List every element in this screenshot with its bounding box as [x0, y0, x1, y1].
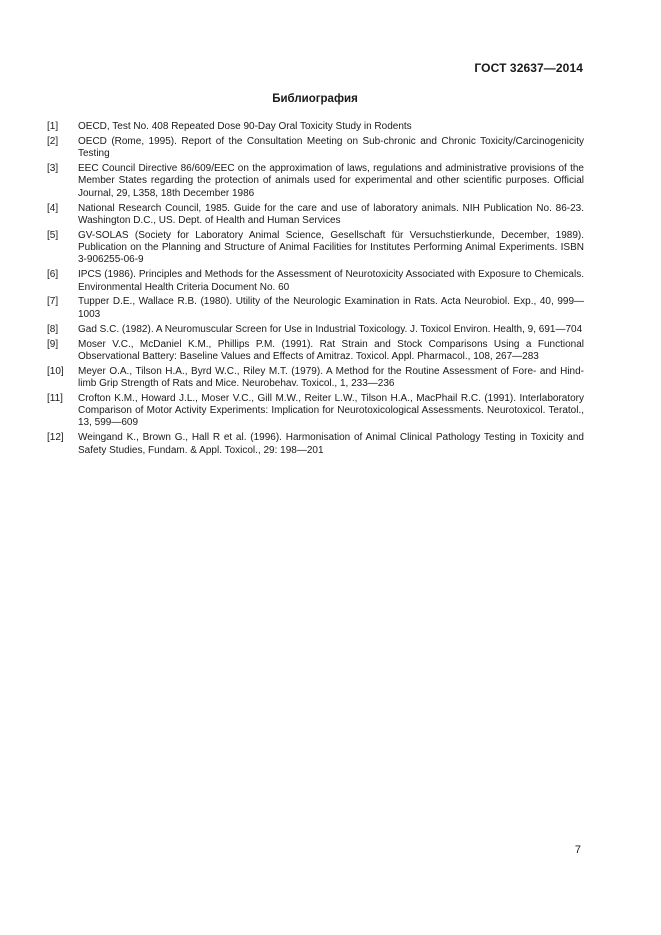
reference-number: [5]	[47, 229, 59, 241]
bibliography-title: Библиография	[272, 93, 358, 105]
reference-item	[47, 269, 584, 294]
reference-number: [6]	[47, 269, 59, 281]
reference-text: Gad S.C. (1982). A Neuromuscular Screen for Use in Industrial Toxicology. J. Toxicol Environ. Health, 9, 691—704	[78, 323, 583, 335]
reference-item	[47, 136, 584, 161]
reference-number: [8]	[47, 323, 59, 335]
reference-item	[47, 121, 584, 133]
reference-text: Moser V.C., McDaniel K.M., Phillips P.M. (1991). Rat Strain and Stock Comparisons Using a Functional Observational Battery: Baseline Values and Effects of Amitraz. Toxicol. Appl. Pharmacol., 108, 267—283	[78, 338, 584, 362]
reference-text: Tupper D.E., Wallace R.B. (1980). Utility of the Neurologic Examination in Rats. Acta Neurobiol. Exp., 40, 999—1003	[78, 296, 584, 320]
reference-item	[47, 296, 584, 321]
reference-item	[47, 393, 584, 430]
reference-item	[47, 339, 584, 364]
reference-number: [7]	[47, 296, 59, 308]
reference-text: Meyer O.A., Tilson H.A., Byrd W.C., Riley M.T. (1979). A Method for the Routine Assessment of Fore- and Hind-limb Grip Strength of Rats and Mice. Neurobehav. Toxicol., 1, 233—236	[78, 365, 584, 389]
reference-text: Crofton K.M., Howard J.L., Moser V.C., Gill M.W., Reiter L.W., Tilson H.A., MacPhail R.C. (1991). Interlaboratory Comparison of Motor Activity Experiments: Implication for Neurotoxicological Assessments. Neurotoxicol. Teratol., 13, 599—609	[78, 392, 584, 429]
reference-item	[47, 366, 584, 391]
reference-number: [12]	[47, 432, 64, 444]
reference-item	[47, 324, 584, 336]
reference-number: [10]	[47, 365, 64, 377]
reference-text: OECD, Test No. 408 Repeated Dose 90-Day Oral Toxicity Study in Rodents	[78, 121, 412, 132]
reference-item	[47, 203, 584, 228]
reference-item	[47, 163, 584, 200]
reference-number: [1]	[47, 121, 59, 132]
standard-code: ГОСТ 32637—2014	[474, 61, 583, 75]
reference-text: IPCS (1986). Principles and Methods for the Assessment of Neurotoxicity Associated with Exposure to Chemicals. Environmental Health Criteria Document No. 60	[78, 269, 584, 293]
reference-item	[47, 230, 584, 267]
page-number: 7	[574, 844, 581, 856]
reference-number: [3]	[47, 163, 59, 175]
reference-number: [9]	[47, 338, 59, 350]
reference-item	[47, 432, 584, 457]
reference-text: National Research Council, 1985. Guide for the care and use of laboratory animals. NIH Publication No. 86-23. Washington D.C., US. Dept. of Health and Human Services	[78, 202, 584, 226]
reference-number: [11]	[47, 392, 63, 404]
reference-text: EEC Council Directive 86/609/EEC on the approximation of laws, regulations and administrative provisions of the Member States regarding the protection of animals used for experimental and other scientific purposes. Official Journal, 29, L358, 18th December 1986	[78, 163, 584, 199]
reference-text: OECD (Rome, 1995). Report of the Consultation Meeting on Sub-chronic and Chronic Toxicity/Carcinogenicity Testing	[78, 135, 584, 160]
reference-text: Weingand K., Brown G., Hall R et al. (1996). Harmonisation of Animal Clinical Pathology Testing in Toxicity and Safety Studies, Fundam. & Appl. Toxicol., 29: 198—201	[78, 432, 584, 456]
reference-number: [4]	[47, 202, 59, 214]
reference-list	[47, 121, 584, 460]
reference-number: [2]	[47, 135, 59, 147]
reference-text: GV-SOLAS (Society for Laboratory Animal Science, Gesellschaft für Versuchstierkunde, December, 1989). Publication on the Planning and Structure of Animal Facilities for Institutes Performing Animal Experiments. ISBN 3-906255-06-9	[78, 229, 584, 266]
